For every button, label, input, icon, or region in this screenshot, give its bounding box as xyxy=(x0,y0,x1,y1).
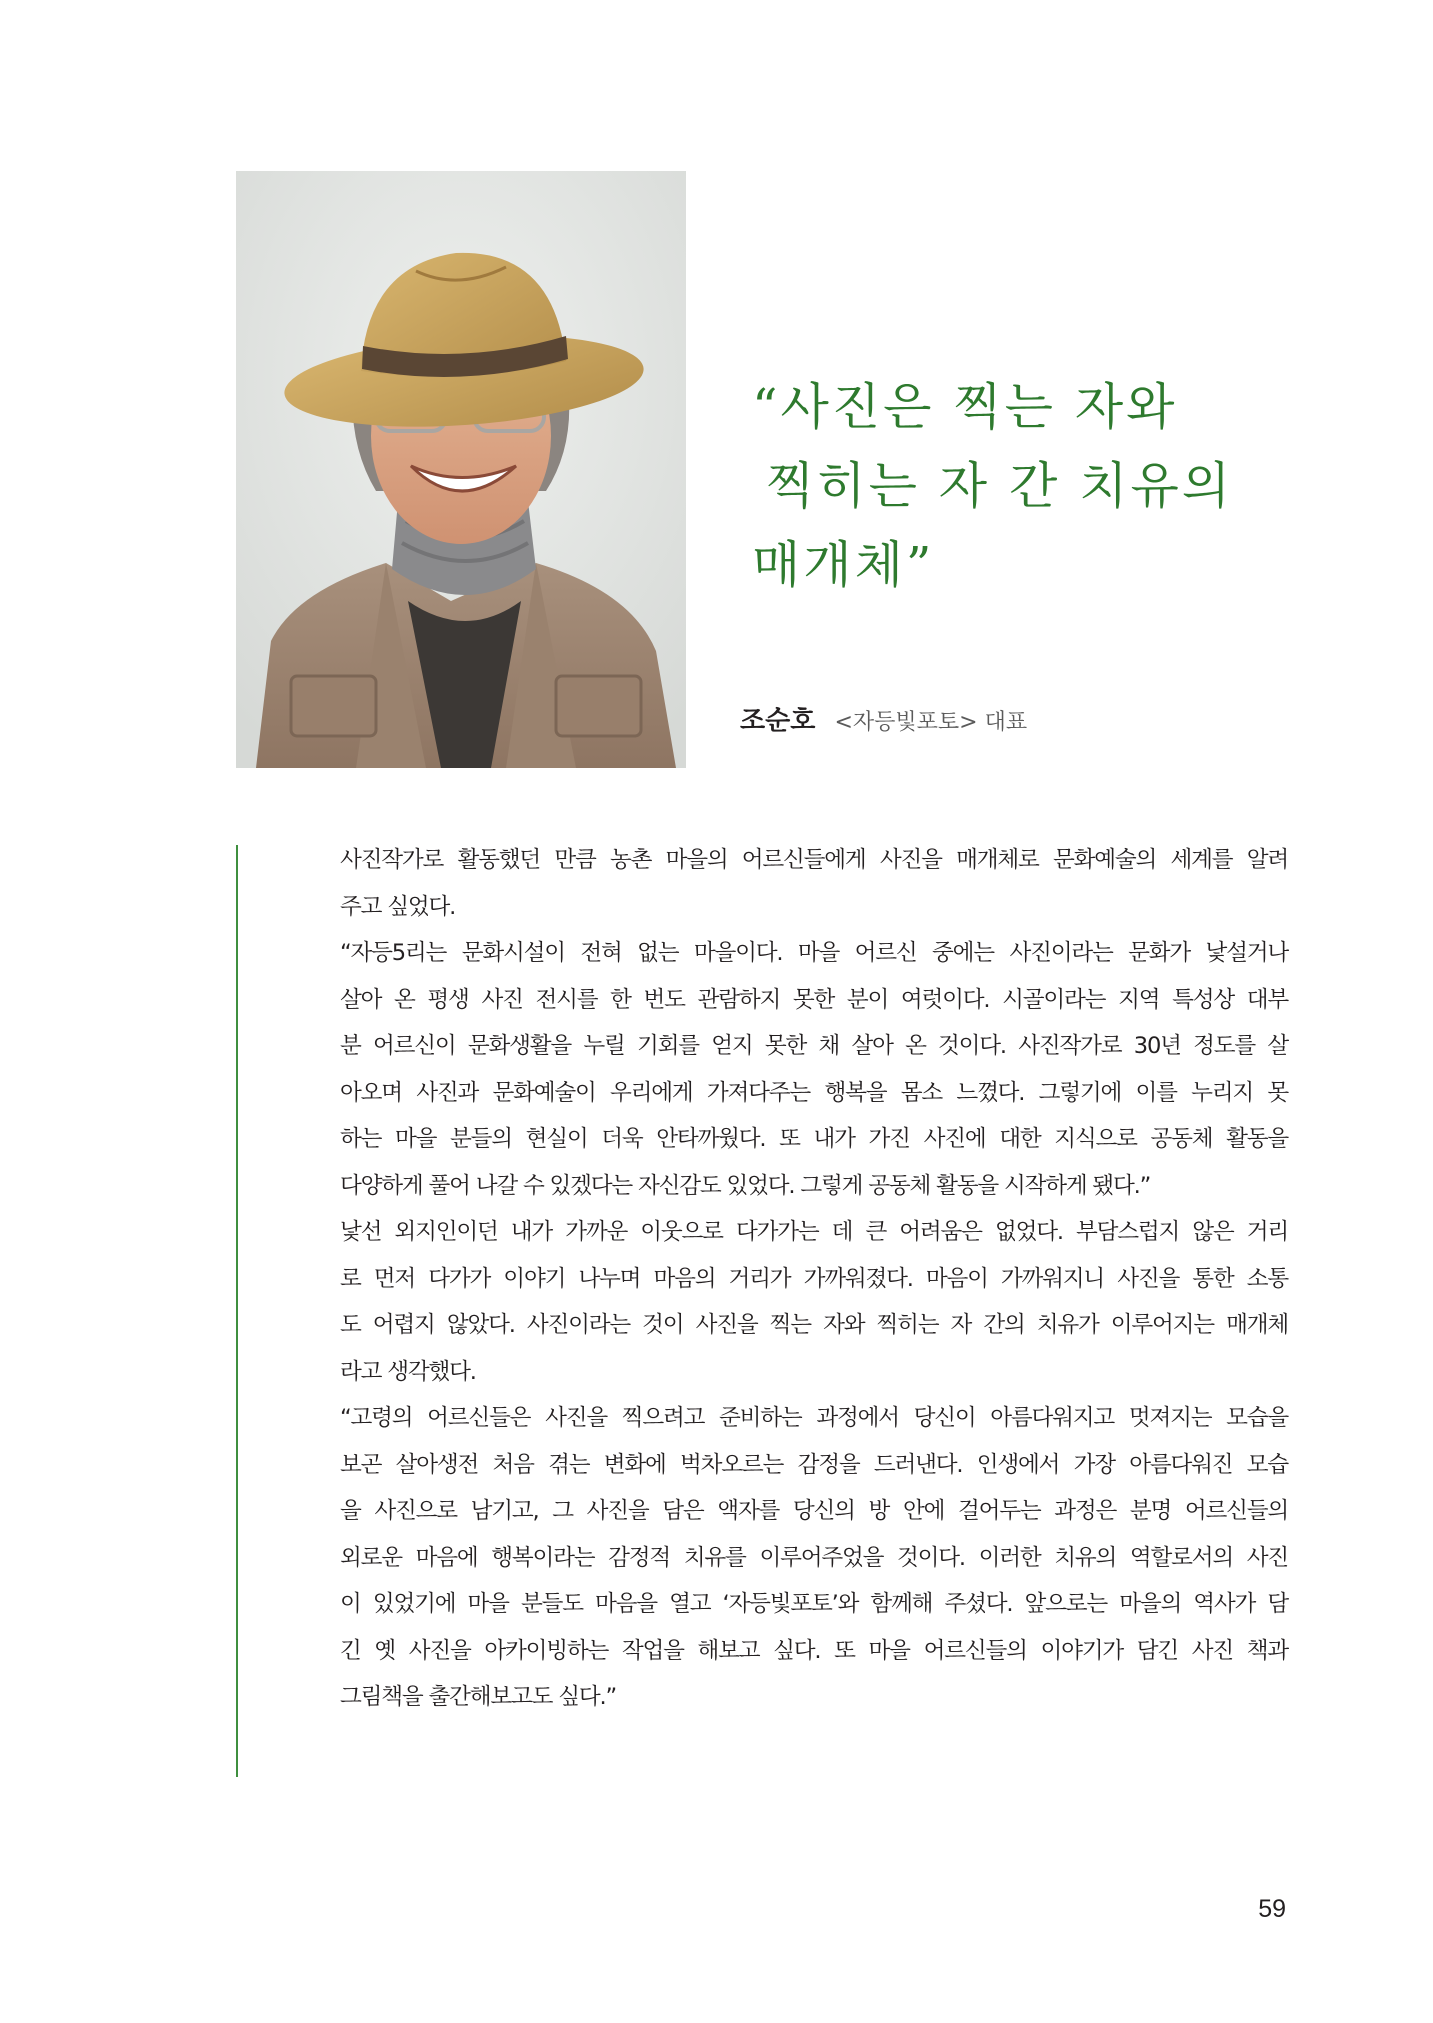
body-line: 이 있었기에 마을 분들도 마음을 열고 ‘자등빛포토’와 함께해 주셨다. 앞으로는 마을의 역사가 담 xyxy=(340,1591,1288,1617)
body-line: 을 사진으로 남기고, 그 사진을 담은 액자를 당신의 방 안에 걸어두는 과정은 분명 어르신들의 xyxy=(340,1498,1288,1524)
body-line: 도 어렵지 않았다. 사진이라는 것이 사진을 찍는 자와 찍히는 자 간의 치유가 이루어지는 매개체 xyxy=(340,1312,1288,1338)
body-line: 하는 마을 분들의 현실이 더욱 안타까웠다. 또 내가 가진 사진에 대한 지식으로 공동체 활동을 xyxy=(340,1126,1288,1152)
body-line: 분 어르신이 문화생활을 누릴 기회를 얻지 못한 채 살아 온 것이다. 사진작가로 30년 정도를 살 xyxy=(340,1033,1288,1059)
portrait-photo xyxy=(236,171,686,768)
page-number: 59 xyxy=(1258,1895,1286,1923)
body-line: “고령의 어르신들은 사진을 찍으려고 준비하는 과정에서 당신이 아름다워지고 멋져지는 모습을 xyxy=(340,1405,1288,1431)
body-line: 살아 온 평생 사진 전시를 한 번도 관람하지 못한 분이 여럿이다. 시골이라는 지역 특성상 대부 xyxy=(340,986,1288,1013)
body-line: 긴 옛 사진을 아카이빙하는 작업을 해보고 싶다. 또 마을 어르신들의 이야기가 담긴 사진 책과 xyxy=(340,1637,1288,1664)
body-line: 주고 싶었다. xyxy=(340,893,456,920)
author-role: <자등빛포토> 대표 xyxy=(834,710,1028,735)
quote-line: “사진은 찍는 자와 xyxy=(752,378,1178,436)
body-line: 라고 생각했다. xyxy=(340,1358,476,1385)
body-line: 낯선 외지인이던 내가 가까운 이웃으로 다가가는 데 큰 어려움은 없었다. 부담스럽지 않은 거리 xyxy=(340,1219,1288,1245)
vertical-rule xyxy=(236,845,238,1777)
byline xyxy=(740,700,1027,737)
body-line: 로 먼저 다가가 이야기 나누며 마음의 거리가 가까워졌다. 마음이 가까워지니 사진을 통한 소통 xyxy=(340,1265,1288,1292)
body-line: 다양하게 풀어 나갈 수 있겠다는 자신감도 있었다. 그렇게 공동체 활동을 시작하게 됐다.” xyxy=(340,1172,1151,1199)
body-line: 그림책을 출간해보고도 싶다.” xyxy=(340,1684,616,1710)
body-line: 보곤 살아생전 처음 겪는 변화에 벅차오르는 감정을 드러낸다. 인생에서 가장 아름다워진 모습 xyxy=(340,1451,1288,1478)
article-body xyxy=(340,837,1288,1721)
pull-quote xyxy=(752,368,1392,605)
quote-line: 매개체” xyxy=(752,536,935,594)
body-line: 아오며 사진과 문화예술이 우리에게 가져다주는 행복을 몸소 느꼈다. 그렇기에 이를 누리지 못 xyxy=(340,1079,1288,1106)
body-line: “자등5리는 문화시설이 전혀 없는 마을이다. 마을 어르신 중에는 사진이라는 문화가 낯설거나 xyxy=(340,940,1288,966)
quote-line: 찍히는 자 간 치유의 xyxy=(766,457,1234,515)
author-name: 조순호 xyxy=(740,706,816,736)
body-line: 외로운 마음에 행복이라는 감정적 치유를 이루어주었을 것이다. 이러한 치유의 역할로서의 사진 xyxy=(340,1544,1288,1571)
body-line: 사진작가로 활동했던 만큼 농촌 마을의 어르신들에게 사진을 매개체로 문화예술의 세계를 알려 xyxy=(340,847,1288,873)
